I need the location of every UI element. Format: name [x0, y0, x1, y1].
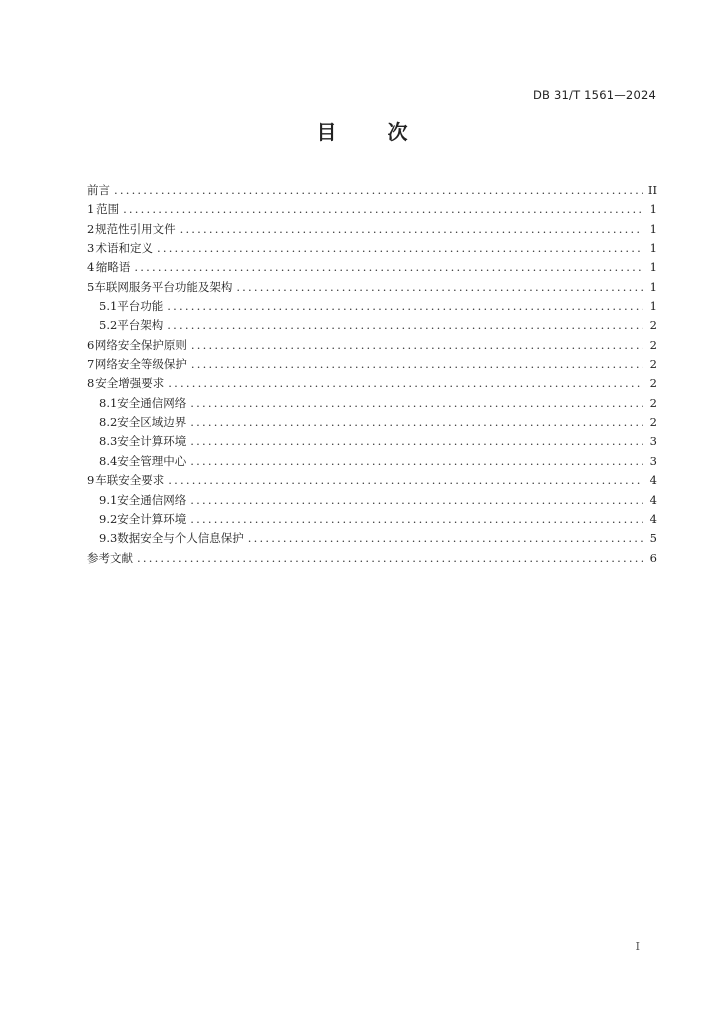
toc-entry[interactable]	[87, 550, 657, 569]
page-number: I	[635, 940, 640, 953]
toc-leader-dots	[134, 260, 643, 274]
standard-code: DB 31/T 1561—2024	[532, 88, 656, 102]
toc-entry[interactable]	[87, 375, 657, 394]
toc-leader-dots	[190, 415, 643, 429]
toc-entry-page: 1	[649, 221, 657, 236]
toc-entry-page: 3	[649, 453, 657, 468]
toc-entry-page: 1	[649, 279, 657, 294]
toc-entry-page: 1	[649, 202, 657, 217]
toc-entry-label: 前言	[87, 183, 110, 197]
toc-entry[interactable]	[87, 356, 657, 375]
toc-leader-dots	[168, 473, 643, 487]
toc-entry-number: 9	[87, 473, 95, 488]
toc-entry-number: 5	[87, 279, 95, 294]
toc-title-char: 次	[387, 120, 408, 144]
toc-leader-dots	[191, 357, 643, 371]
toc-entry-number: 7	[87, 357, 95, 372]
toc-entry-page: 4	[649, 511, 657, 526]
toc-leader-dots	[191, 338, 643, 352]
toc-entry-label: 范围	[96, 202, 120, 217]
toc-entry-page: 5	[649, 531, 657, 546]
toc-entry[interactable]	[87, 240, 657, 259]
toc-title-char: 目	[316, 120, 337, 144]
toc-entry-number: 8.2	[99, 415, 118, 430]
toc-entry-number: 9.3	[99, 531, 118, 546]
toc-entry-page: 1	[649, 241, 657, 256]
toc-entry[interactable]	[87, 259, 657, 278]
toc-leader-dots	[190, 454, 643, 468]
toc-entry-number: 9.2	[99, 511, 118, 526]
toc-entry-number: 4	[87, 260, 95, 275]
toc-leader-dots	[167, 318, 643, 332]
toc-entry-page: 2	[649, 318, 657, 333]
toc-subentry[interactable]	[87, 317, 657, 336]
toc-leader-dots	[248, 531, 643, 545]
toc-entry-label: 规范性引用文件	[95, 221, 176, 236]
toc-entry-label: 参考文献	[87, 550, 133, 565]
toc-leader-dots	[190, 396, 643, 410]
toc-entry-label: 平台功能	[117, 299, 164, 314]
toc-entry[interactable]	[87, 182, 657, 201]
toc-subentry[interactable]	[87, 530, 657, 549]
toc-subentry[interactable]	[87, 453, 657, 472]
toc-entry-label: 术语和定义	[95, 241, 153, 256]
toc-entry-label: 平台架构	[117, 318, 164, 333]
toc-subentry[interactable]	[87, 414, 657, 433]
toc-entry-page: 3	[649, 434, 657, 449]
toc-entry-page: II	[647, 183, 657, 197]
toc-entry-number: 9.1	[99, 492, 118, 507]
toc-leader-dots	[190, 493, 643, 507]
toc-leader-dots	[123, 202, 643, 216]
toc-entry[interactable]	[87, 201, 657, 220]
toc-entry-page: 4	[649, 492, 657, 507]
toc-entry-number: 5.2	[99, 318, 118, 333]
toc-title	[0, 116, 724, 145]
toc-entry[interactable]	[87, 472, 657, 491]
toc-entry-label: 车联网服务平台功能及架构	[94, 279, 233, 294]
toc-entry-label: 安全管理中心	[117, 453, 187, 468]
toc-subentry[interactable]	[87, 395, 657, 414]
toc-entry-number: 2	[87, 221, 95, 236]
toc-entry-label: 网络安全等级保护	[94, 357, 187, 372]
toc-entry-page: 4	[649, 473, 657, 488]
toc-entry-page: 6	[649, 550, 657, 565]
toc-entry-page: 2	[649, 376, 657, 391]
toc-entry-label: 安全计算环境	[117, 511, 187, 526]
toc-subentry[interactable]	[87, 433, 657, 452]
toc-entry-page: 1	[649, 260, 657, 275]
toc-entry-number: 6	[87, 337, 95, 352]
toc-entry-label: 安全区域边界	[117, 415, 187, 430]
toc-leader-dots	[168, 376, 643, 390]
toc-entry-page: 1	[649, 299, 657, 314]
toc-entry-number: 5.1	[99, 299, 118, 314]
toc-leader-dots	[137, 551, 643, 565]
toc-entry[interactable]	[87, 279, 657, 298]
toc-leader-dots	[190, 512, 643, 526]
toc-entry-page: 2	[649, 415, 657, 430]
toc-subentry[interactable]	[87, 298, 657, 317]
toc-leader-dots	[180, 222, 643, 236]
toc-entry-number: 1	[87, 202, 95, 217]
toc-entry-label: 数据安全与个人信息保护	[117, 531, 244, 546]
toc-entry-label: 缩略语	[95, 260, 131, 275]
toc-entry-page: 2	[649, 357, 657, 372]
toc-subentry[interactable]	[87, 492, 657, 511]
toc-entry[interactable]	[87, 337, 657, 356]
toc-entry-label: 安全计算环境	[117, 434, 187, 449]
toc-entry-page: 2	[649, 337, 657, 352]
toc-leader-dots	[167, 299, 643, 313]
toc-entry-number: 3	[87, 241, 95, 256]
toc-entry-number: 8.1	[99, 395, 118, 410]
toc-entry-label: 安全通信网络	[117, 492, 187, 507]
toc-entry[interactable]	[87, 221, 657, 240]
toc-entry-page: 2	[649, 395, 657, 410]
toc-entry-label: 车联安全要求	[95, 473, 165, 488]
toc-leader-dots	[190, 434, 643, 448]
toc-subentry[interactable]	[87, 511, 657, 530]
table-of-contents	[87, 182, 657, 569]
toc-leader-dots	[114, 183, 643, 197]
toc-entry-number: 8.4	[99, 453, 118, 468]
toc-entry-label: 安全通信网络	[117, 395, 187, 410]
toc-leader-dots	[236, 280, 643, 294]
toc-entry-number: 8.3	[99, 434, 118, 449]
toc-leader-dots	[157, 241, 643, 255]
toc-entry-label: 网络安全保护原则	[94, 337, 187, 352]
toc-entry-number: 8	[87, 376, 95, 391]
toc-entry-label: 安全增强要求	[95, 376, 165, 391]
